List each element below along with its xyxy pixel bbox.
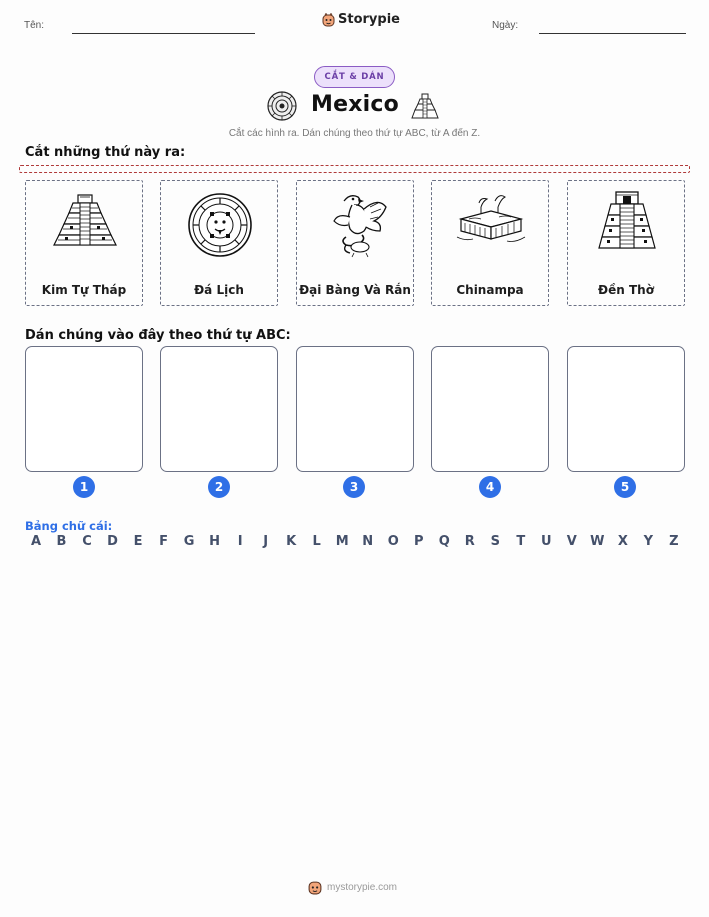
slot-number-badge: 4 (479, 476, 501, 498)
name-label: Tên: (24, 20, 45, 31)
alphabet-letter: P (413, 534, 424, 549)
alphabet-letter: F (159, 534, 169, 549)
storypie-footer-logo-icon (308, 880, 322, 895)
slot-number-badge: 5 (614, 476, 636, 498)
alphabet-letter: E (133, 534, 143, 549)
cut-card-sun-stone[interactable] (160, 180, 278, 306)
paste-slot-1[interactable] (25, 346, 143, 472)
cut-guide-line (19, 165, 690, 173)
alphabet-letter: O (387, 534, 399, 549)
alphabet-letter: B (56, 534, 67, 549)
alphabet-letter: Z (669, 534, 679, 549)
alphabet-letter: G (183, 534, 195, 549)
cut-card-temple[interactable] (567, 180, 685, 306)
brand-logo (322, 12, 400, 27)
alphabet-letter: A (30, 534, 42, 549)
cut-card-eagle-snake[interactable] (296, 180, 414, 306)
alphabet-letter: V (566, 534, 577, 549)
cut-card-label: Đại Bàng Và Rắn (299, 283, 411, 297)
alphabet-letter: K (286, 534, 297, 549)
slot-number-badge: 2 (208, 476, 230, 498)
alphabet-letter: U (541, 534, 552, 549)
alphabet-letter: X (617, 534, 628, 549)
alphabet-letter: M (335, 534, 349, 549)
alphabet-letter: I (237, 534, 243, 549)
pyramid-small-icon (410, 91, 440, 121)
footer-site: mystorypie.com (327, 882, 398, 893)
date-label: Ngày: (492, 20, 519, 31)
alphabet-letter: C (82, 534, 92, 549)
brand-name: Storypie (338, 12, 400, 27)
cut-card-label: Đá Lịch (194, 283, 244, 297)
alphabet-letter: Q (438, 534, 450, 549)
cut-card-label: Chinampa (456, 283, 524, 297)
footer (308, 880, 397, 895)
alphabet-heading: Bảng chữ cái: (25, 519, 113, 533)
paste-slot-5[interactable] (567, 346, 685, 472)
temple-icon (587, 187, 667, 267)
alphabet-letter: Y (643, 534, 654, 549)
chinampa-icon (451, 187, 531, 267)
alphabet-letter: S (490, 534, 500, 549)
storypie-logo-icon (322, 13, 335, 27)
alphabet-letter: T (516, 534, 526, 549)
alphabet-letter: L (312, 534, 321, 549)
paste-slot-2[interactable] (160, 346, 278, 472)
slot-number-badge: 1 (73, 476, 95, 498)
activity-badge: CẮT & DÁN (314, 66, 395, 88)
sun-stone-small-icon (267, 91, 297, 121)
eagle-snake-icon (316, 187, 396, 267)
alphabet-letter: D (107, 534, 118, 549)
cut-card-pyramid[interactable] (25, 180, 143, 306)
alphabet-letter: H (209, 534, 221, 549)
instructions: Cắt các hình ra. Dán chúng theo thứ tự ABC, từ A đến Z. (228, 128, 481, 139)
sun-stone-icon (180, 187, 260, 267)
cut-card-chinampa[interactable] (431, 180, 549, 306)
pyramid-icon (45, 187, 125, 267)
alphabet-row (25, 534, 685, 549)
alphabet-letter: J (263, 534, 269, 549)
alphabet-letter: N (362, 534, 374, 549)
cut-card-label: Kim Tự Tháp (41, 283, 127, 297)
alphabet-letter: R (464, 534, 475, 549)
paste-slot-3[interactable] (296, 346, 414, 472)
page-title: Mexico (311, 92, 399, 117)
slot-number-badge: 3 (343, 476, 365, 498)
alphabet-letter: W (590, 534, 605, 549)
paste-section-heading: Dán chúng vào đây theo thứ tự ABC: (25, 328, 291, 343)
date-line[interactable] (539, 33, 686, 34)
cut-section-heading: Cắt những thứ này ra: (25, 145, 186, 160)
paste-slot-4[interactable] (431, 346, 549, 472)
name-line[interactable] (72, 33, 255, 34)
cut-card-label: Đền Thờ (598, 283, 654, 297)
